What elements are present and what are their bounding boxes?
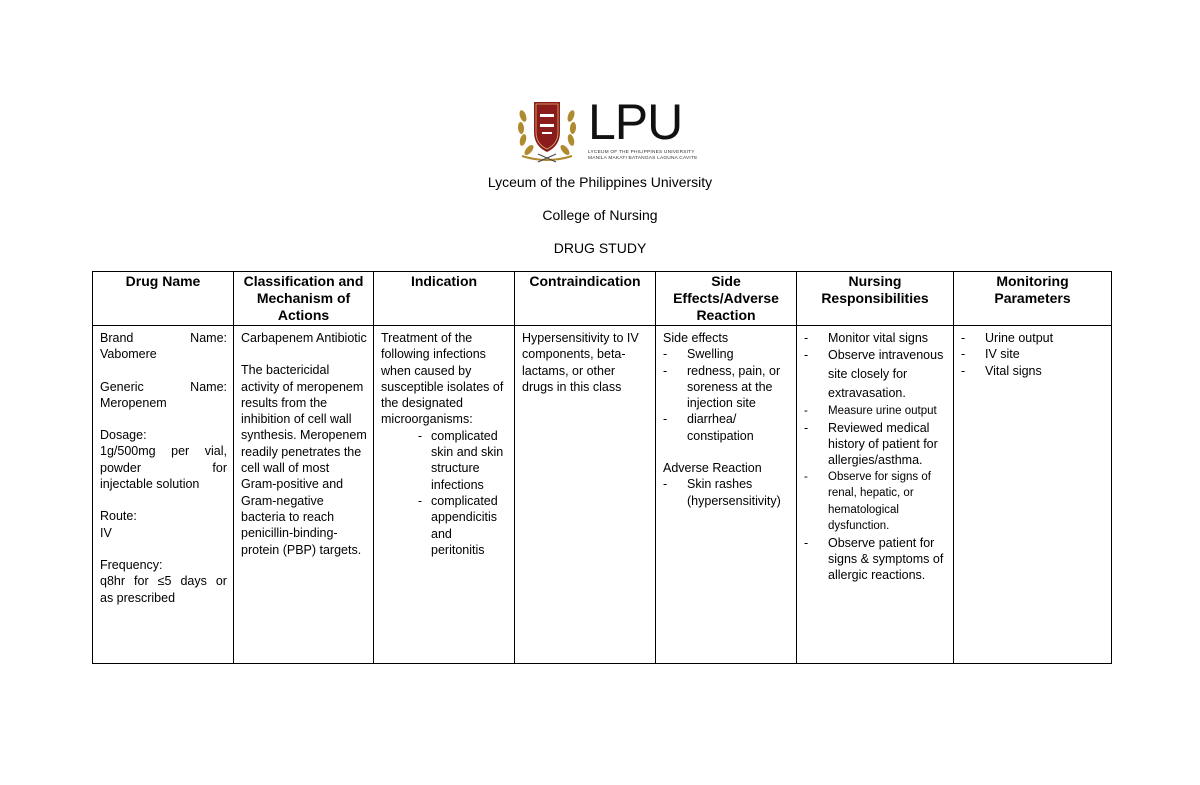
adverse-reaction-item: Skin rashes (hypersensitivity) — [687, 477, 781, 508]
nursing-item: Observe intravenous site closely for extravasation. — [828, 348, 944, 401]
route-label: Route: — [100, 509, 137, 524]
nursing-item: Observe patient for signs & symptoms of allergic reactions. — [828, 535, 944, 583]
table-header-row — [93, 272, 1112, 326]
list-item — [961, 363, 1105, 379]
dash-marker: - — [804, 420, 809, 435]
dash-marker: - — [663, 477, 668, 492]
dash-marker: - — [663, 412, 668, 427]
cell-drug-name — [93, 326, 234, 664]
cell-nursing — [797, 326, 954, 664]
nursing-item: Reviewed medical history of patient for allergies/asthma. — [828, 420, 938, 468]
frequency-label: Frequency: — [100, 557, 163, 572]
frequency-part: or — [215, 574, 227, 589]
dash-marker: - — [804, 470, 808, 483]
list-item — [804, 346, 947, 403]
monitoring-item: Urine output — [985, 331, 1054, 345]
lpu-subtitle-2: MANILA MAKATI BATANGAS LAGUNA CAVITE — [588, 156, 698, 161]
document-title: DRUG STUDY — [553, 240, 647, 256]
frequency-part: q8hr — [100, 574, 126, 589]
nursing-item: Monitor vital signs — [828, 331, 929, 345]
list-item — [394, 428, 508, 493]
dosage-part: for — [212, 460, 227, 475]
frequency-line-1 — [100, 573, 227, 589]
list-item — [804, 420, 947, 469]
dosage-line-3: injectable solution — [100, 477, 200, 492]
list-item — [804, 330, 947, 346]
list-item — [663, 411, 790, 444]
nursing-item: Measure urine output — [828, 405, 937, 418]
cell-monitoring — [954, 326, 1112, 664]
header-indication: Indication — [374, 272, 515, 326]
list-item — [961, 330, 1105, 346]
frequency-part: days — [180, 574, 207, 589]
nursing-list — [804, 330, 947, 584]
frequency-part: ≤5 — [157, 574, 172, 589]
list-item — [394, 493, 508, 558]
indication-intro: Treatment of the following infections when caused by susceptible isolates of the designated microorganisms: — [381, 331, 504, 427]
dash-marker: - — [961, 347, 966, 362]
header-drug-name: Drug Name — [93, 272, 234, 326]
list-item — [663, 363, 790, 412]
dash-marker: - — [804, 535, 809, 550]
table-row — [93, 326, 1112, 664]
list-item — [663, 476, 790, 509]
dash-marker: - — [663, 347, 668, 362]
brand-label-line — [100, 330, 227, 346]
monitoring-item: Vital signs — [985, 363, 1042, 378]
brand-label: Brand — [100, 331, 134, 345]
drug-study-table — [92, 271, 1112, 664]
list-item — [804, 403, 947, 420]
route-value: IV — [100, 525, 112, 540]
dash-marker: - — [804, 331, 809, 345]
dosage-line-2 — [100, 460, 227, 476]
cell-contraindication — [515, 326, 656, 664]
side-effect-item: Swelling — [687, 347, 734, 362]
dosage-part: per — [171, 444, 190, 459]
lpu-seal-icon — [516, 96, 586, 164]
header-monitoring: Monitoring Parameters — [954, 272, 1112, 326]
indication-item: complicated skin and skin structure infections — [431, 428, 504, 492]
header-side-effects: Side Effects/Adverse Reaction — [656, 272, 797, 326]
dash-marker: - — [961, 363, 966, 378]
adverse-reaction-list — [663, 476, 790, 509]
generic-value: Meropenem — [100, 395, 167, 410]
contraindication-text: Hypersensitivity to IV components, beta-lactams, or other drugs in this class — [522, 331, 639, 394]
frequency-line-2: as prescribed — [100, 590, 176, 605]
lpu-logo — [516, 94, 698, 164]
dosage-label: Dosage: — [100, 428, 147, 443]
header-contraindication: Contraindication — [515, 272, 656, 326]
monitoring-list — [961, 330, 1105, 379]
college-name: College of Nursing — [542, 207, 658, 223]
dosage-part: vial, — [204, 444, 227, 459]
dosage-part: 1g/500mg — [100, 444, 156, 459]
dash-marker: - — [417, 428, 422, 443]
list-item — [804, 535, 947, 584]
generic-label-line — [100, 379, 227, 395]
indication-list — [394, 428, 508, 558]
side-effect-item: redness, pain, or soreness at the injection site — [687, 363, 781, 411]
cell-classification — [234, 326, 374, 664]
lpu-subtitle-1: LYCEUM OF THE PHILIPPINES UNIVERSITY — [588, 150, 695, 155]
generic-label: Generic — [100, 379, 144, 394]
university-name: Lyceum of the Philippines University — [487, 174, 713, 190]
side-effects-list — [663, 346, 790, 444]
brand-value: Vabomere — [100, 347, 157, 362]
nursing-item: Observe for signs of renal, hepatic, or hematological dysfunction. — [828, 470, 931, 533]
monitoring-item: IV site — [985, 347, 1020, 362]
side-effect-item: diarrhea/ constipation — [687, 412, 754, 443]
dash-marker: - — [663, 363, 668, 378]
list-item — [663, 346, 790, 362]
cell-side-effects — [656, 326, 797, 664]
indication-item: complicated appendicitis and peritonitis — [431, 493, 498, 557]
dosage-part: powder — [100, 460, 141, 475]
frequency-part: for — [134, 574, 149, 589]
generic-label-2: Name: — [190, 379, 227, 394]
dash-marker: - — [417, 493, 422, 508]
mechanism-text: The bactericidal activity of meropenem results from the inhibition of cell wall synthesis. Meropenem readily penetrates the cell wall of most Gram-positive and Gram-negative bacteria to reach penicillin-binding- protein (PBP) targets. — [241, 363, 367, 557]
list-item — [804, 469, 947, 535]
brand-label-2: Name: — [190, 331, 227, 345]
lpu-wordmark: LPU — [588, 94, 683, 150]
dash-marker: - — [804, 348, 809, 363]
list-item — [961, 346, 1105, 362]
dash-marker: - — [961, 331, 966, 345]
cell-indication — [374, 326, 515, 664]
adverse-reaction-label: Adverse Reaction — [663, 461, 762, 476]
dash-marker: - — [804, 405, 808, 418]
dosage-line-1 — [100, 443, 227, 459]
classification-text: Carbapenem Antibiotic — [241, 331, 367, 345]
side-effects-label: Side effects — [663, 331, 729, 345]
header-nursing: Nursing Responsibilities — [797, 272, 954, 326]
header-classification: Classification and Mechanism of Actions — [234, 272, 374, 326]
